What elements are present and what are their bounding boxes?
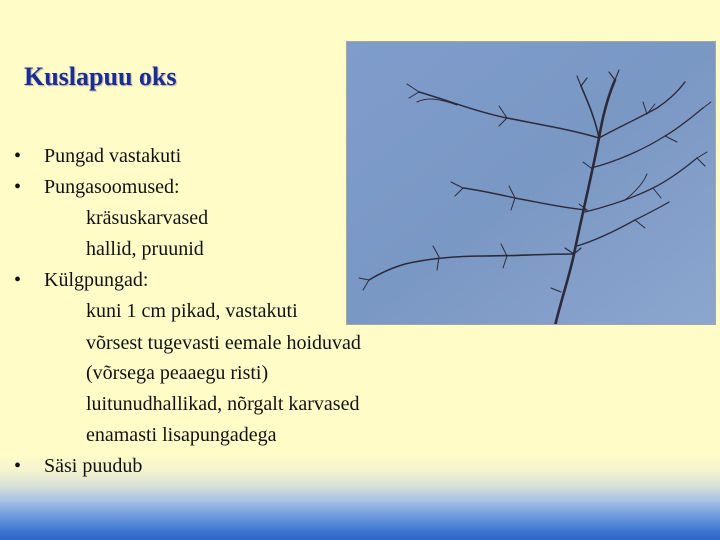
bullet-dot: •	[14, 455, 22, 477]
sub-item: (võrsega peaaegu risti)	[86, 362, 269, 384]
slide-title: Kuslapuu oks	[24, 62, 177, 91]
sub-item: hallid, pruunid	[86, 238, 204, 260]
sub-item: luitunudhallikad, nõrgalt karvased	[86, 393, 360, 415]
bullet-kulgpungad: Külgpungad:	[44, 269, 149, 291]
twig-icon	[347, 42, 716, 325]
twig-photo	[346, 41, 716, 325]
bullet-dot: •	[14, 269, 22, 291]
bullet-dot: •	[14, 176, 22, 198]
sub-item: enamasti lisapungadega	[86, 424, 277, 446]
sub-item: võrsest tugevasti eemale hoiduvad	[86, 332, 361, 354]
sub-item: kuni 1 cm pikad, vastakuti	[86, 300, 298, 322]
bullet-sasi: Säsi puudub	[44, 455, 143, 477]
sub-item: kräsuskarvased	[86, 207, 209, 229]
bullet-dot: •	[14, 145, 22, 167]
bullet-pungad: Pungad vastakuti	[44, 145, 182, 167]
bullet-pungasoomused: Pungasoomused:	[44, 176, 180, 198]
